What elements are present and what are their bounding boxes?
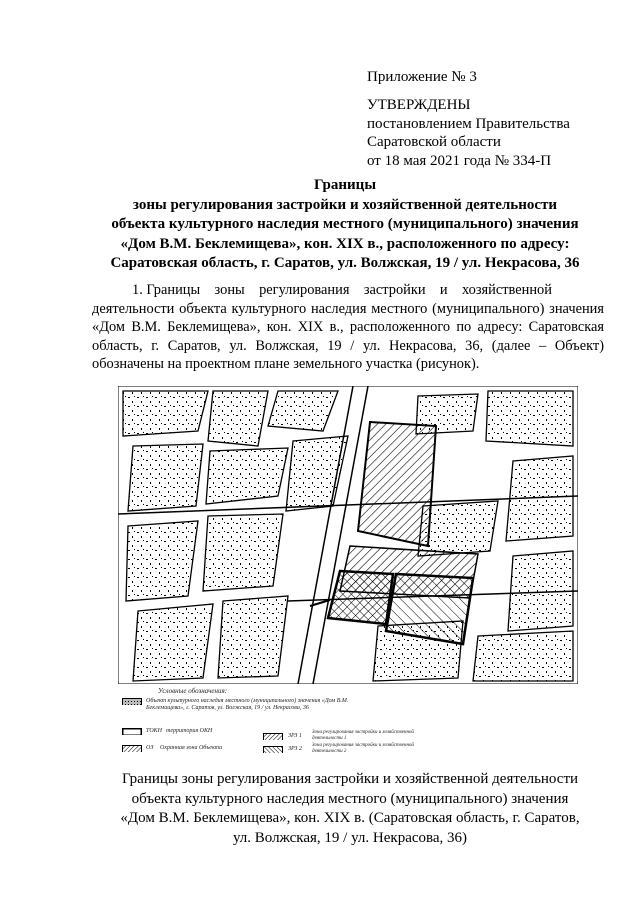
approved-date: от 18 мая 2021 года № 334-П xyxy=(367,152,552,169)
title-line-2: зоны регулирования застройки и хозяйственной деятельности xyxy=(132,196,558,213)
cadastral-map xyxy=(118,386,578,684)
caption-line-3: «Дом В.М. Беклемищева», кон. XIX в. (Саратовская область, г. Саратов, xyxy=(120,810,580,826)
figure-caption xyxy=(60,770,640,848)
legend-label-zrz1: Зона регулирования застройки и хозяйственной деятельности 1 xyxy=(312,730,414,741)
legend-swatch-object xyxy=(122,698,142,705)
legend-label-tokn: территория ОКН xyxy=(166,728,213,734)
legend-code-oz: ОЗ xyxy=(146,745,154,751)
approved-label: УТВЕРЖДЕНЫ xyxy=(367,97,471,113)
title-line-1: Границы xyxy=(313,177,377,193)
paragraph-rest: деятельности объекта культурного наследия местного (муниципального) значения «Дом В.М. Беклемищева», кон. XIX в., расположенного по адресу: Саратовская область, г. Саратов, ул. Волжская, 19 / ул. Некрасова, 36, (далее – Объект) обозначены на проектном плане земельного участка (рисунок). xyxy=(92,300,604,372)
caption-line-1: Границы зоны регулирования застройки и хозяйственной деятельности xyxy=(121,771,579,787)
title-line-4: «Дом В.М. Беклемищева», кон. XIX в., расположенного по адресу: xyxy=(120,235,570,252)
title-line-5: Саратовская область, г. Саратов, ул. Волжская, 19 / ул. Некрасова, 36 xyxy=(110,255,580,271)
legend-swatch-zrz2 xyxy=(263,746,283,753)
legend-swatch-zrz1 xyxy=(263,733,283,740)
approved-by-line-2: Саратовской области xyxy=(367,134,501,150)
approval-block xyxy=(367,96,570,170)
legend-swatch-oz xyxy=(122,745,142,752)
zone-zrz1 xyxy=(358,422,436,546)
body-paragraph xyxy=(92,281,604,374)
legend-label-zrz2: Зона регулирования застройки и хозяйственной деятельности 2 xyxy=(312,743,414,754)
legend-title: Условные обозначения: xyxy=(158,687,228,695)
legend-code-zrz2: ЗРЗ 2 xyxy=(288,746,302,752)
legend-label-oz: Охранная зона Объекта xyxy=(160,745,223,751)
caption-line-2: объекта культурного наследия местного (муниципального) значения xyxy=(131,790,569,807)
document-title xyxy=(60,176,630,274)
approved-by-line-1: постановлением Правительства xyxy=(367,115,570,132)
legend-code-zrz1: ЗРЗ 1 xyxy=(288,733,302,739)
zone-tokn xyxy=(328,571,393,624)
legend-swatch-tokn xyxy=(122,728,142,735)
zone-zrz2 xyxy=(386,574,473,644)
map-legend xyxy=(118,688,578,766)
legend-code-tokn: ТОКН xyxy=(146,728,162,734)
legend-item-object: Объект культурного наследия местного (муниципального) значения «Дом В.М. Беклемищева», г. Саратов, ул. Волжская, 19 / ул. Некрасова, 36 xyxy=(146,698,349,711)
paragraph-first-line: 1. Границы зоны регулирования застройки и хозяйственной xyxy=(132,282,552,298)
caption-line-4: ул. Волжская, 19 / ул. Некрасова, 36) xyxy=(232,829,468,846)
title-line-3: объекта культурного наследия местного (муниципального) значения xyxy=(111,216,579,232)
appendix-number: Приложение № 3 xyxy=(367,69,477,85)
